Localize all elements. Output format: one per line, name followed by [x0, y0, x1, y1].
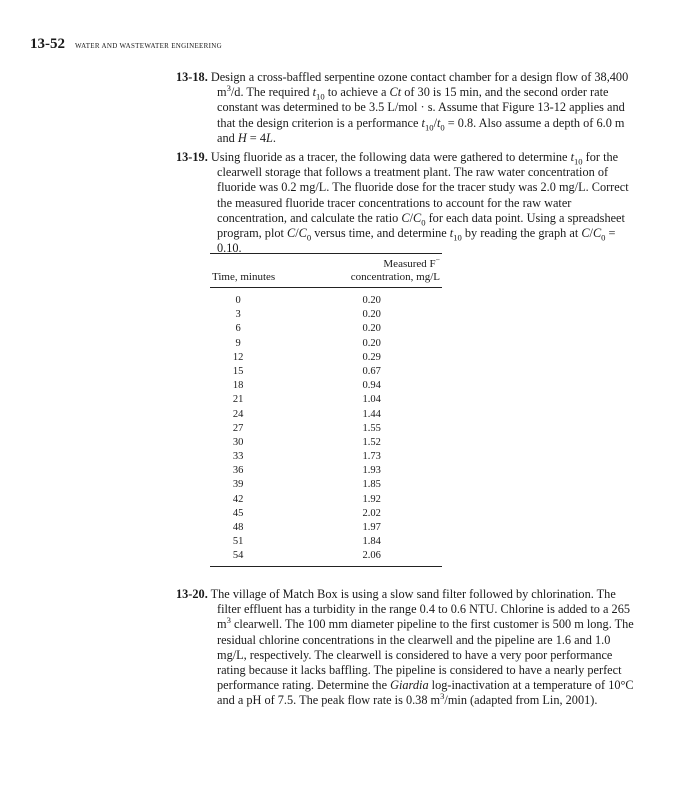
cell-time: 18 — [232, 380, 244, 392]
table-row — [210, 294, 442, 308]
table-row — [210, 507, 442, 521]
cell-concentration: 0.29 — [362, 351, 381, 363]
cell-time: 42 — [232, 493, 244, 505]
cell-time: 24 — [232, 408, 244, 420]
page-number: 13-52 — [30, 36, 65, 52]
cell-concentration: 0.20 — [362, 323, 381, 335]
table-row — [210, 322, 442, 336]
cell-concentration: 0.67 — [362, 365, 381, 377]
table-row — [210, 422, 442, 436]
cell-time: 39 — [232, 479, 244, 491]
cell-concentration: 1.04 — [362, 394, 381, 406]
problem-13-20 — [176, 587, 636, 709]
cell-concentration: 0.20 — [362, 309, 381, 321]
column-header-time: Time, minutes — [212, 271, 276, 283]
cell-time: 12 — [232, 351, 244, 363]
cell-time: 30 — [232, 436, 244, 448]
table-row — [210, 450, 442, 464]
problem-13-18 — [176, 70, 636, 146]
table-row — [210, 493, 442, 507]
cell-time: 27 — [232, 422, 244, 434]
cell-time: 9 — [235, 337, 241, 349]
cell-concentration: 1.93 — [362, 465, 381, 477]
cell-time: 51 — [232, 536, 244, 548]
cell-concentration: 1.97 — [362, 522, 381, 533]
cell-concentration: 1.85 — [362, 479, 381, 491]
table-row — [210, 351, 442, 365]
table-row — [210, 535, 442, 549]
tracer-data-table — [210, 253, 442, 567]
problem-number: 13-18. — [176, 70, 208, 84]
table-row — [210, 521, 442, 535]
table-row — [210, 408, 442, 422]
table-row — [210, 478, 442, 492]
table-row — [210, 393, 442, 407]
running-title: WATER AND WASTEWATER ENGINEERING — [75, 42, 222, 50]
cell-concentration: 0.20 — [362, 295, 381, 306]
cell-time: 6 — [235, 323, 241, 335]
cell-concentration: 0.94 — [362, 380, 381, 392]
table-body — [210, 288, 442, 564]
table-bottom-rule — [210, 566, 442, 567]
problem-number: 13-19. — [176, 150, 208, 164]
problem-13-20-text: 13-20. The village of Match Box is using a slow sand filter followed by chlorination. The filter effluent has a turbidity in the range 0.4 to 0.6 NTU. Chlorine is added to a 265 $m^3$ clearwell. The 100 mm diameter pipeline to the first customer is 500 m long. The residual chlorine concentrations in the clearwell and the pipeline are 1.6 and 1.0 mg/L, respectively. The clearwell is considered to have a very poor performance rating because it lacks baffling. The pipeline is considered to have a nearly perfect performance rating. Determine the Giardia log-inactivation at a temperature of 10°C and a pH of 7.5. The peak flow rate is 0.38 $m^3/\min$ (adapted from Lin, 2001). — [176, 587, 634, 708]
cell-time: 3 — [235, 309, 241, 321]
table-row — [210, 379, 442, 393]
cell-concentration: 1.55 — [362, 422, 381, 434]
table-row — [210, 365, 442, 379]
table-header — [210, 254, 442, 287]
page-header — [30, 36, 222, 53]
cell-time: 48 — [232, 522, 244, 533]
cell-concentration: 0.20 — [362, 337, 381, 349]
column-header-concentration: Measured F− concentration, mg/L — [350, 255, 440, 283]
cell-concentration: 1.52 — [362, 436, 381, 448]
problem-number: 13-20. — [176, 587, 208, 601]
cell-concentration: 1.73 — [362, 451, 381, 463]
cell-concentration: 1.44 — [362, 408, 381, 420]
problem-13-19 — [176, 150, 636, 256]
cell-time: 15 — [232, 365, 244, 377]
cell-time: 45 — [232, 507, 244, 519]
problem-13-18-text: 13-18. Design a cross-baffled serpentine ozone contact chamber for a design flow of 38,400 $m^3/d$. The required $t_{10}$ to achieve a Ct of 30 is 15 min, and the second order rate constant was determined to be 3.5 L/mol · s. Assume that Figure 13-12 applies and that the design criterion is a performance $t_{10}/t_0 = 0.8$. Also assume a depth of 6.0 m and H = 4L. — [176, 70, 629, 145]
cell-time: 36 — [232, 465, 244, 477]
cell-concentration: 1.84 — [362, 536, 381, 548]
table-row — [210, 337, 442, 351]
cell-time: 33 — [232, 451, 244, 463]
table-row — [210, 308, 442, 322]
cell-concentration: 1.92 — [362, 493, 381, 505]
table-row — [210, 464, 442, 478]
cell-time: 54 — [232, 550, 244, 562]
table-row — [210, 549, 442, 563]
problem-13-19-text: 13-19. Using fluoride as a tracer, the following data were gathered to determine $t_{10}$ for the clearwell storage that follows a treatment plant. The raw water concentration of fluoride was 0.2 mg/L. The fluoride dose for the tracer study was 2.0 mg/L. Correct the measured fluoride tracer concentrations to account for the raw water concentration, and calculate the ratio $C/C_0$ for each data point. Using a spreadsheet program, plot $C/C_0$ versus time, and determine $t_{10}$ by reading the graph at $C/C_0 = 0.10$. — [176, 150, 629, 256]
cell-time: 21 — [232, 394, 244, 406]
cell-concentration: 2.06 — [362, 550, 381, 562]
cell-time: 0 — [235, 295, 241, 306]
cell-concentration: 2.02 — [362, 507, 381, 519]
table-row — [210, 436, 442, 450]
